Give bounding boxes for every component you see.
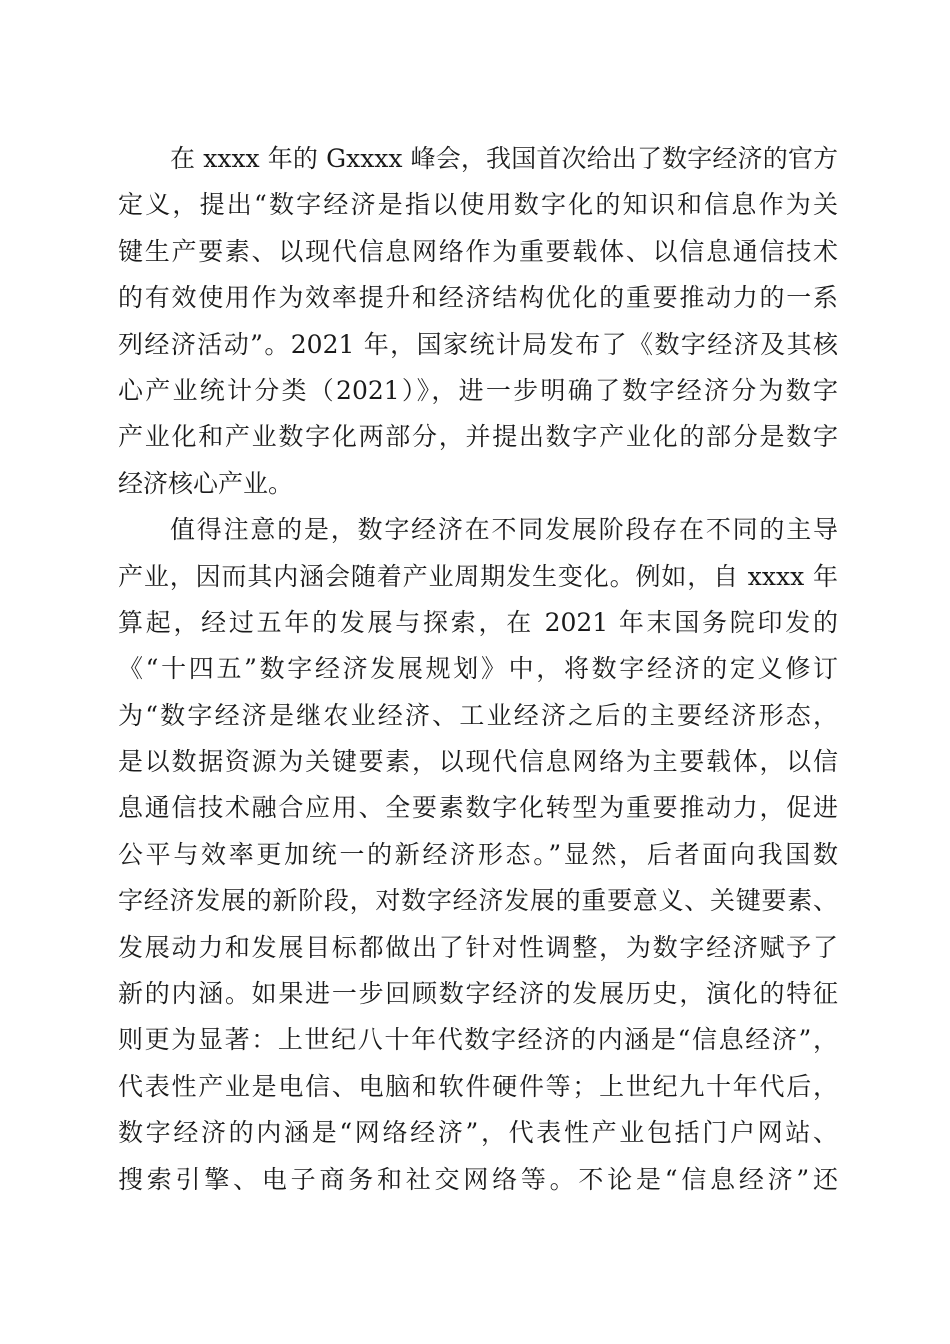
text-line: 字经济发展的新阶段，对数字经济发展的重要意义、关键要素、 <box>118 886 838 916</box>
text-line: 定义，提出“数字经济是指以使用数字化的知识和信息作为关 <box>118 190 838 220</box>
text-line: 搜索引擎、电子商务和社交网络等。不论是“信息经济”还 <box>118 1164 838 1194</box>
text-line: 公平与效率更加统一的新经济形态。”显然，后者面向我国数 <box>118 839 838 869</box>
text-line: 心产业统计分类（2021）》，进一步明确了数字经济分为数字 <box>118 375 838 405</box>
text-line: 代表性产业是电信、电脑和软件硬件等；上世纪九十年代后， <box>118 1071 838 1101</box>
text-line: 经济核心产业。 <box>118 468 294 498</box>
body-text <box>118 136 838 1203</box>
text-line: 列经济活动”。2021 年，国家统计局发布了《数字经济及其核 <box>118 329 838 359</box>
text-line: 《“十四五”数字经济发展规划》中，将数字经济的定义修订 <box>118 654 838 684</box>
text-line: 为“数字经济是继农业经济、工业经济之后的主要经济形态， <box>118 700 838 730</box>
text-line: 算起，经过五年的发展与探索，在 2021 年末国务院印发的 <box>118 607 838 637</box>
paragraph-1 <box>118 136 838 507</box>
text-line: 新的内涵。如果进一步回顾数字经济的发展历史，演化的特征 <box>118 979 838 1009</box>
text-line: 息通信技术融合应用、全要素数字化转型为重要推动力，促进 <box>118 793 838 823</box>
text-line: 产业化和产业数字化两部分，并提出数字产业化的部分是数字 <box>118 422 838 452</box>
text-line: 则更为显著：上世纪八十年代数字经济的内涵是“信息经济”， <box>118 1025 838 1055</box>
text-line: 键生产要素、以现代信息网络作为重要载体、以信息通信技术 <box>118 236 838 266</box>
text-line: 是以数据资源为关键要素，以现代信息网络为主要载体，以信 <box>118 747 838 777</box>
text-line: 发展动力和发展目标都做出了针对性调整，为数字经济赋予了 <box>118 932 838 962</box>
paragraph-2 <box>118 507 838 1203</box>
text-line: 的有效使用作为效率提升和经济结构优化的重要推动力的一系 <box>118 283 838 313</box>
text-line: 数字经济的内涵是“网络经济”，代表性产业包括门户网站、 <box>118 1118 838 1148</box>
text-line: 产业，因而其内涵会随着产业周期发生变化。例如，自 xxxx 年 <box>118 561 838 591</box>
text-line: 在 xxxx 年的 Gxxxx 峰会，我国首次给出了数字经济的官方 <box>170 144 838 173</box>
text-line: 值得注意的是，数字经济在不同发展阶段存在不同的主导 <box>170 515 838 545</box>
